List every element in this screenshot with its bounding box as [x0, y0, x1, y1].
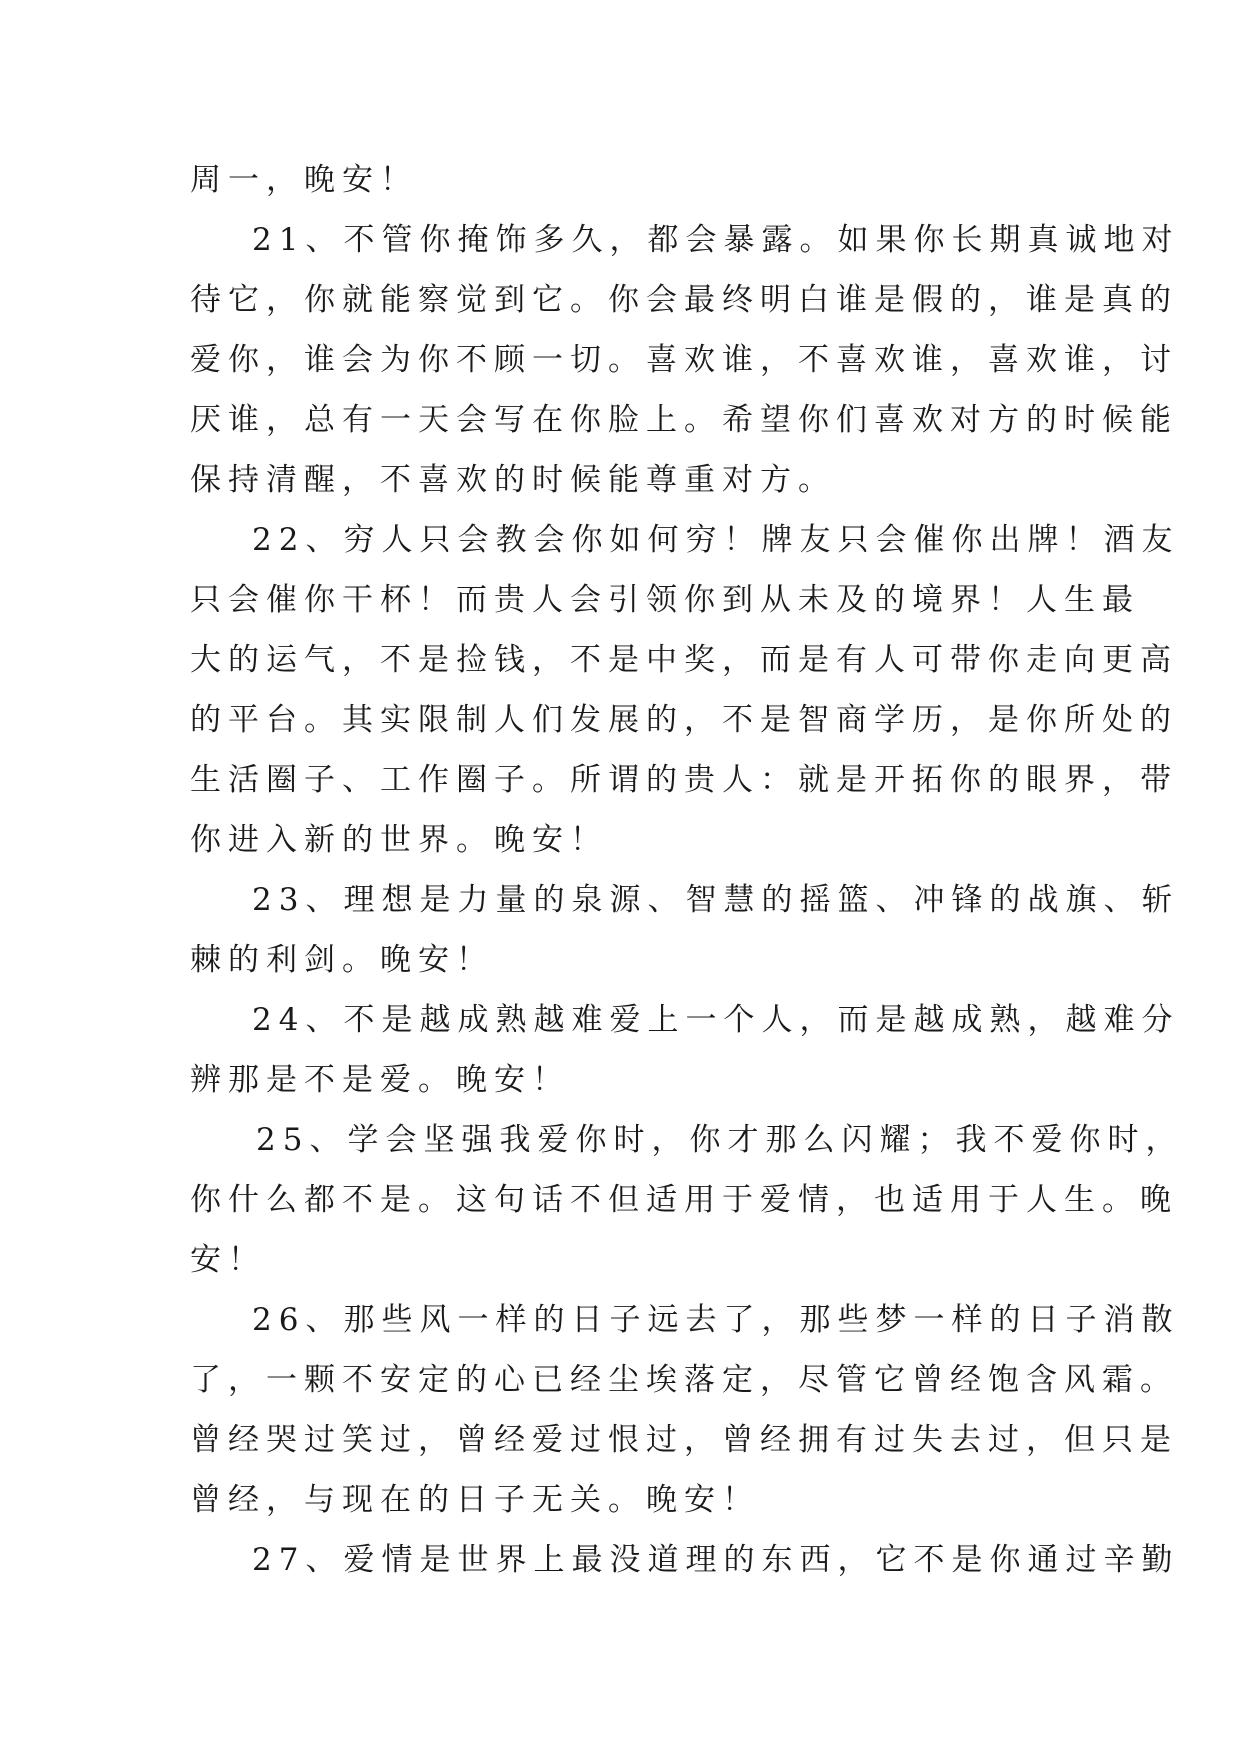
text-line: 厌谁，总有一天会写在你脸上。希望你们喜欢对方的时候能	[190, 402, 1178, 438]
text-line: 待它，你就能察觉到它。你会最终明白谁是假的，谁是真的	[190, 282, 1178, 318]
text-line: 保持清醒，不喜欢的时候能尊重对方。	[190, 462, 836, 498]
text-line: 27、爱情是世界上最没道理的东西，它不是你通过辛勤	[252, 1542, 1180, 1578]
text-line: 只会催你干杯！而贵人会引领你到从未及的境界！人生最	[190, 582, 1140, 618]
text-line: 辨那是不是爱。晚安！	[190, 1062, 570, 1098]
text-line: 的平台。其实限制人们发展的，不是智商学历，是你所处的	[190, 702, 1178, 738]
text-line: 24、不是越成熟越难爱上一个人，而是越成熟，越难分	[252, 1002, 1180, 1038]
text-line: 爱你，谁会为你不顾一切。喜欢谁，不喜欢谁，喜欢谁，讨	[190, 342, 1178, 378]
text-line: 26、那些风一样的日子远去了，那些梦一样的日子消散	[252, 1302, 1180, 1338]
text-line: 棘的利剑。晚安！	[190, 942, 494, 978]
text-line: 曾经哭过笑过，曾经爱过恨过，曾经拥有过失去过，但只是	[190, 1422, 1178, 1458]
text-line: 21、不管你掩饰多久，都会暴露。如果你长期真诚地对	[252, 222, 1180, 258]
text-line: 曾经，与现在的日子无关。晚安！	[190, 1482, 760, 1518]
text-line: 你进入新的世界。晚安！	[190, 822, 608, 858]
text-line: 大的运气，不是捡钱，不是中奖，而是有人可带你走向更高	[190, 642, 1178, 678]
text-line: 周一，晚安！	[190, 162, 418, 198]
text-line: 你什么都不是。这句话不但适用于爱情，也适用于人生。晚	[190, 1182, 1178, 1218]
document-body	[190, 150, 1184, 1590]
text-line: 25、学会坚强我爱你时，你才那么闪耀；我不爱你时，	[256, 1122, 1184, 1158]
text-line: 安！	[190, 1242, 266, 1278]
text-line: 了，一颗不安定的心已经尘埃落定，尽管它曾经饱含风霜。	[190, 1362, 1178, 1398]
text-line: 生活圈子、工作圈子。所谓的贵人：就是开拓你的眼界，带	[190, 762, 1178, 798]
text-line: 22、穷人只会教会你如何穷！牌友只会催你出牌！酒友	[252, 522, 1180, 558]
text-line: 23、理想是力量的泉源、智慧的摇篮、冲锋的战旗、斩	[252, 882, 1180, 918]
